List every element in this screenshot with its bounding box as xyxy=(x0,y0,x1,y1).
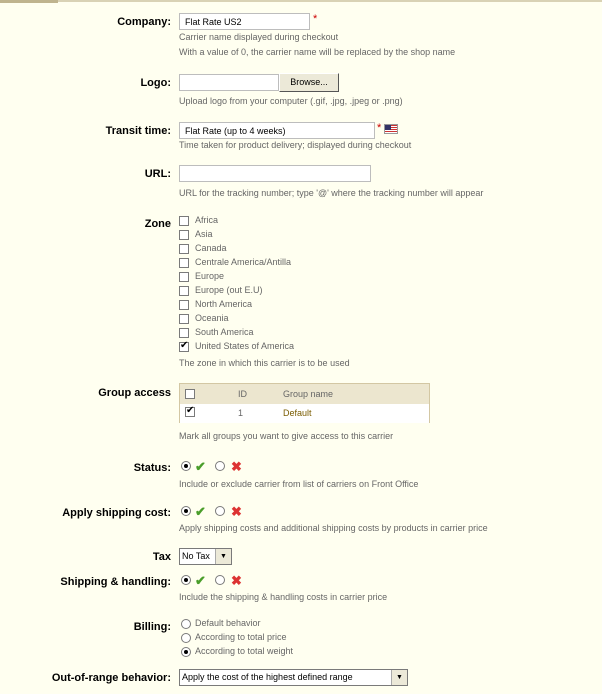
group-col-id: ID xyxy=(238,389,247,399)
company-hint: Carrier name displayed during checkout xyxy=(179,32,339,42)
apply-shipping-label: Apply shipping cost: xyxy=(62,507,171,519)
company-input[interactable]: Flat Rate US2 xyxy=(179,13,310,30)
status-hint: Include or exclude carrier from list of carriers on Front Office xyxy=(179,479,419,489)
company-required-mark: * xyxy=(313,13,318,25)
zone-item-label: United States of America xyxy=(195,341,295,351)
url-hint: URL for the tracking number; type '@' where the tracking number will appear xyxy=(179,188,484,198)
zone-item-label: Asia xyxy=(195,229,213,239)
zone-label: Zone xyxy=(144,218,171,230)
disabled-cross-icon: ✖ xyxy=(231,504,242,519)
url-input[interactable] xyxy=(179,165,371,182)
company-label: Company: xyxy=(117,16,171,28)
url-label: URL: xyxy=(144,168,171,180)
transit-label: Transit time: xyxy=(105,125,171,137)
status-enabled-radio[interactable] xyxy=(181,461,191,471)
logo-hint: Upload logo from your computer (.gif, .jpg, .jpeg or .png) xyxy=(179,96,403,106)
out-of-range-select[interactable] xyxy=(179,669,408,686)
chevron-down-icon: ▼ xyxy=(391,670,407,685)
company-hint-2: With a value of 0, the carrier name will be replaced by the shop name xyxy=(179,47,456,57)
zone-checkbox-europe-out-eu[interactable] xyxy=(179,286,189,296)
handling-label: Shipping & handling: xyxy=(60,576,171,588)
zone-item-label: Europe xyxy=(195,271,225,281)
transit-hint: Time taken for product delivery; displayed during checkout xyxy=(179,140,412,150)
tax-select[interactable] xyxy=(179,548,232,565)
us-flag-icon[interactable] xyxy=(384,124,398,134)
zone-checkbox-central-america[interactable] xyxy=(179,258,189,268)
handling-no-radio[interactable] xyxy=(215,575,225,585)
zone-checkbox-africa[interactable] xyxy=(179,216,189,226)
zone-item-label: Africa xyxy=(195,215,219,225)
logo-file-input[interactable] xyxy=(179,74,279,91)
group-row-name: Default xyxy=(283,408,312,418)
handling-yes-radio[interactable] xyxy=(181,575,191,585)
zone-checkbox-south-america[interactable] xyxy=(179,328,189,338)
zone-checkbox-asia[interactable] xyxy=(179,230,189,240)
disabled-cross-icon: ✖ xyxy=(231,459,242,474)
out-of-range-value: Apply the cost of the highest defined range xyxy=(182,672,353,682)
billing-price-radio[interactable] xyxy=(181,633,191,643)
logo-label: Logo: xyxy=(140,77,171,89)
billing-label: Billing: xyxy=(133,621,171,633)
tax-select-value: No Tax xyxy=(182,551,210,561)
top-border xyxy=(0,0,602,2)
browse-button[interactable]: Browse... xyxy=(279,73,339,92)
zone-item-label: North America xyxy=(195,299,253,309)
top-tab-edge xyxy=(0,0,58,3)
billing-option-label: According to total price xyxy=(195,632,287,642)
disabled-cross-icon: ✖ xyxy=(231,573,242,588)
tax-label: Tax xyxy=(152,551,171,563)
enabled-check-icon: ✔ xyxy=(195,459,206,474)
group-col-name: Group name xyxy=(283,389,334,399)
group-default-checkbox[interactable] xyxy=(185,407,195,417)
handling-hint: Include the shipping & handling costs in carrier price xyxy=(179,592,388,602)
apply-shipping-hint: Apply shipping costs and additional shipping costs by products in carrier price xyxy=(179,523,488,533)
zone-checkbox-usa[interactable] xyxy=(179,342,189,352)
group-access-label: Group access xyxy=(98,387,171,399)
zone-item-label: Europe (out E.U) xyxy=(195,285,263,295)
zone-checkbox-canada[interactable] xyxy=(179,244,189,254)
apply-shipping-no-radio[interactable] xyxy=(215,506,225,516)
zone-item-label: Oceania xyxy=(195,313,229,323)
zone-checkbox-oceania[interactable] xyxy=(179,314,189,324)
billing-default-radio[interactable] xyxy=(181,619,191,629)
status-label: Status: xyxy=(133,462,171,474)
billing-weight-radio[interactable] xyxy=(181,647,191,657)
status-disabled-radio[interactable] xyxy=(215,461,225,471)
zone-item-label: South America xyxy=(195,327,254,337)
transit-input[interactable]: Flat Rate (up to 4 weeks) xyxy=(179,122,375,139)
group-row-id: 1 xyxy=(238,408,244,418)
zone-checkbox-north-america[interactable] xyxy=(179,300,189,310)
billing-option-label: According to total weight xyxy=(195,646,294,656)
out-of-range-label: Out-of-range behavior: xyxy=(51,672,171,684)
zone-item-label: Centrale America/Antilla xyxy=(195,257,292,267)
enabled-check-icon: ✔ xyxy=(195,504,206,519)
transit-required-mark: * xyxy=(377,122,382,134)
zone-item-label: Canada xyxy=(195,243,227,253)
zone-hint: The zone in which this carrier is to be used xyxy=(179,358,350,368)
apply-shipping-yes-radio[interactable] xyxy=(181,506,191,516)
group-hint: Mark all groups you want to give access to this carrier xyxy=(179,431,394,441)
group-select-all-checkbox[interactable] xyxy=(185,389,195,399)
billing-option-label: Default behavior xyxy=(195,618,261,628)
zone-checkbox-europe[interactable] xyxy=(179,272,189,282)
enabled-check-icon: ✔ xyxy=(195,573,206,588)
chevron-down-icon: ▼ xyxy=(215,549,231,564)
